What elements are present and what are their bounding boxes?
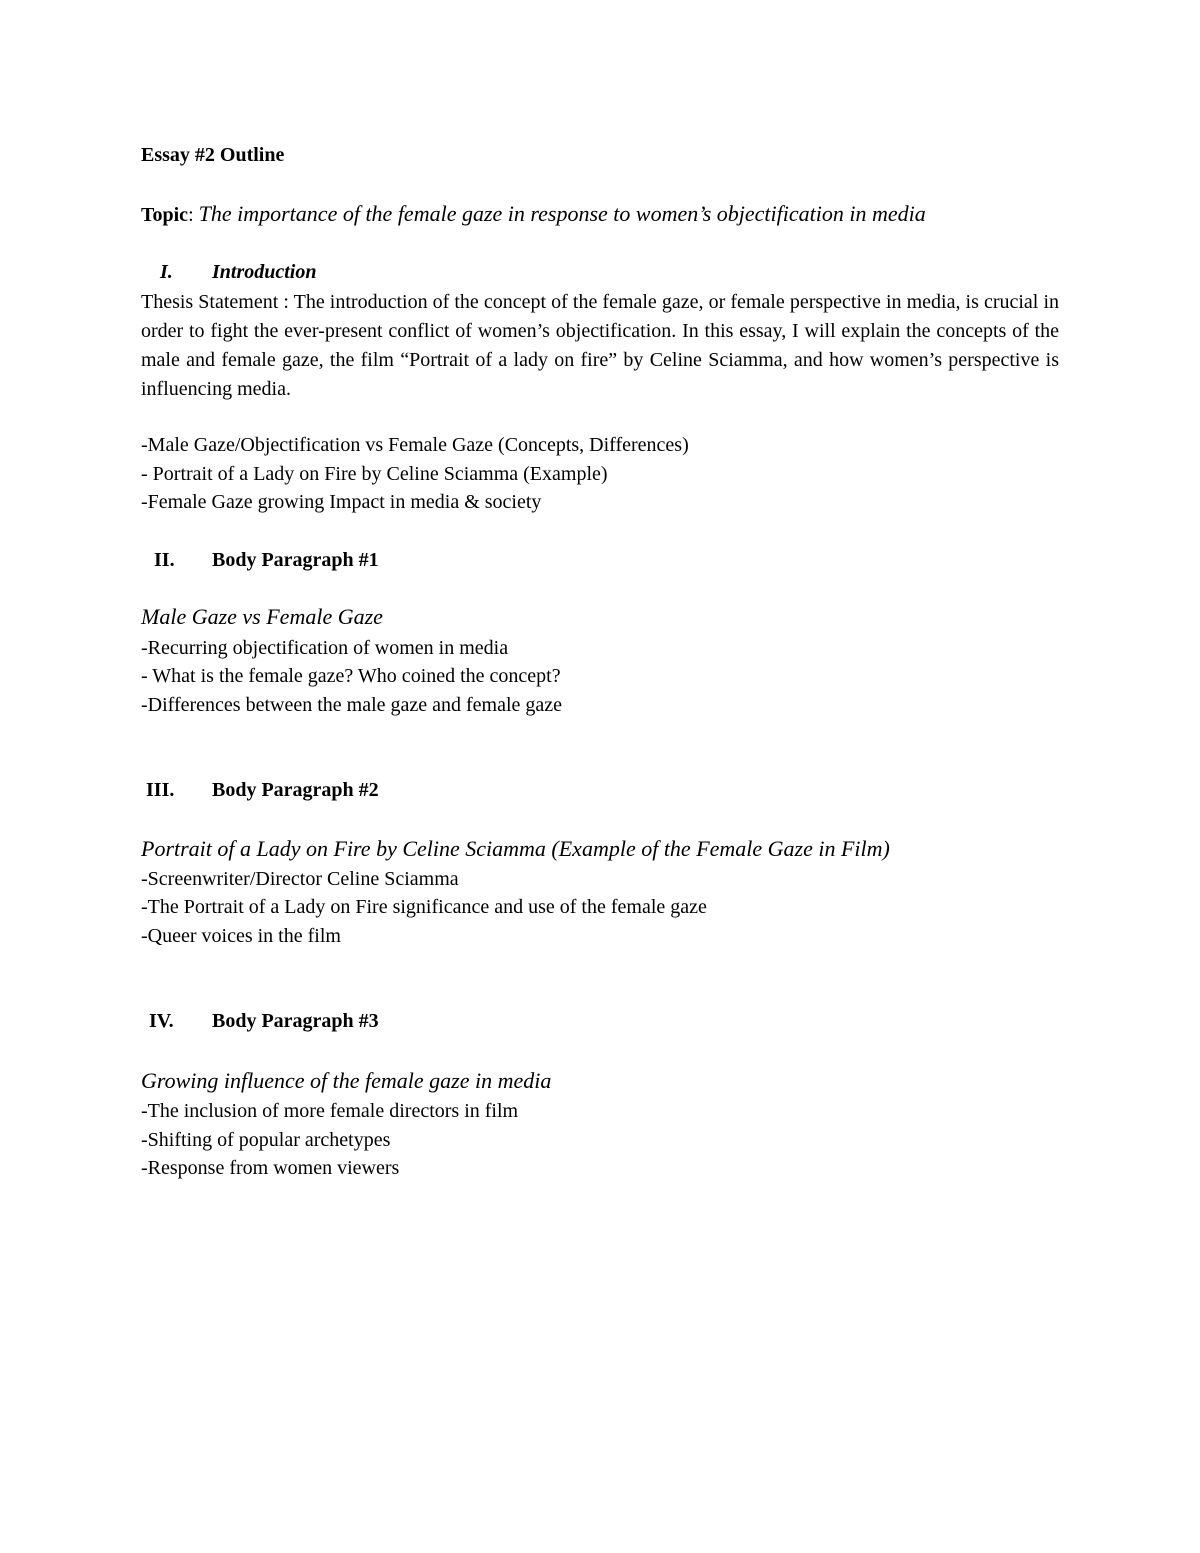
list-item: -Female Gaze growing Impact in media & society: [141, 491, 542, 513]
list-item: -The Portrait of a Lady on Fire significance and use of the female gaze: [141, 896, 707, 918]
section-title: Introduction: [212, 261, 317, 283]
topic-line: [141, 201, 926, 227]
section-title: Body Paragraph #3: [212, 1010, 379, 1032]
section-title: Body Paragraph #1: [212, 549, 379, 571]
topic-label: Topic: [141, 204, 189, 226]
list-item: -Response from women viewers: [141, 1157, 400, 1179]
section-numeral: III.: [146, 779, 175, 801]
list-item: - What is the female gaze? Who coined the concept?: [141, 665, 561, 687]
section-subtitle: Growing influence of the female gaze in media: [141, 1068, 552, 1093]
section-numeral: I.: [160, 261, 173, 283]
list-item: -Male Gaze/Objectification vs Female Gaze (Concepts, Differences): [141, 434, 689, 456]
thesis-statement: Thesis Statement : The introduction of the concept of the female gaze, or female perspective in media, is crucial in order to fight the ever-present conflict of women’s objectification. In this essay, I will explain the concepts of the male and female gaze, the film “Portrait of a lady on fire” by Celine Sciamma, and how women’s perspective is influencing media.: [141, 291, 1059, 400]
section-subtitle: Portrait of a Lady on Fire by Celine Sciamma (Example of the Female Gaze in Film): [141, 836, 890, 861]
section-numeral: II.: [154, 549, 175, 571]
section-numeral: IV.: [149, 1010, 174, 1032]
list-item: -Queer voices in the film: [141, 925, 341, 947]
list-item: -Differences between the male gaze and female gaze: [141, 694, 563, 716]
list-item: -Shifting of popular archetypes: [141, 1129, 391, 1151]
section-title: Body Paragraph #2: [212, 779, 379, 801]
document-title: Essay #2 Outline: [141, 144, 285, 166]
section-subtitle: Male Gaze vs Female Gaze: [141, 604, 383, 629]
document-page: [141, 0, 1061, 1553]
list-item: -The inclusion of more female directors in film: [141, 1100, 519, 1122]
list-item: - Portrait of a Lady on Fire by Celine Sciamma (Example): [141, 463, 608, 485]
topic-text: The importance of the female gaze in response to women’s objectification in media: [198, 201, 926, 226]
list-item: -Recurring objectification of women in media: [141, 637, 509, 659]
topic-separator: :: [188, 204, 199, 226]
list-item: -Screenwriter/Director Celine Sciamma: [141, 868, 459, 890]
